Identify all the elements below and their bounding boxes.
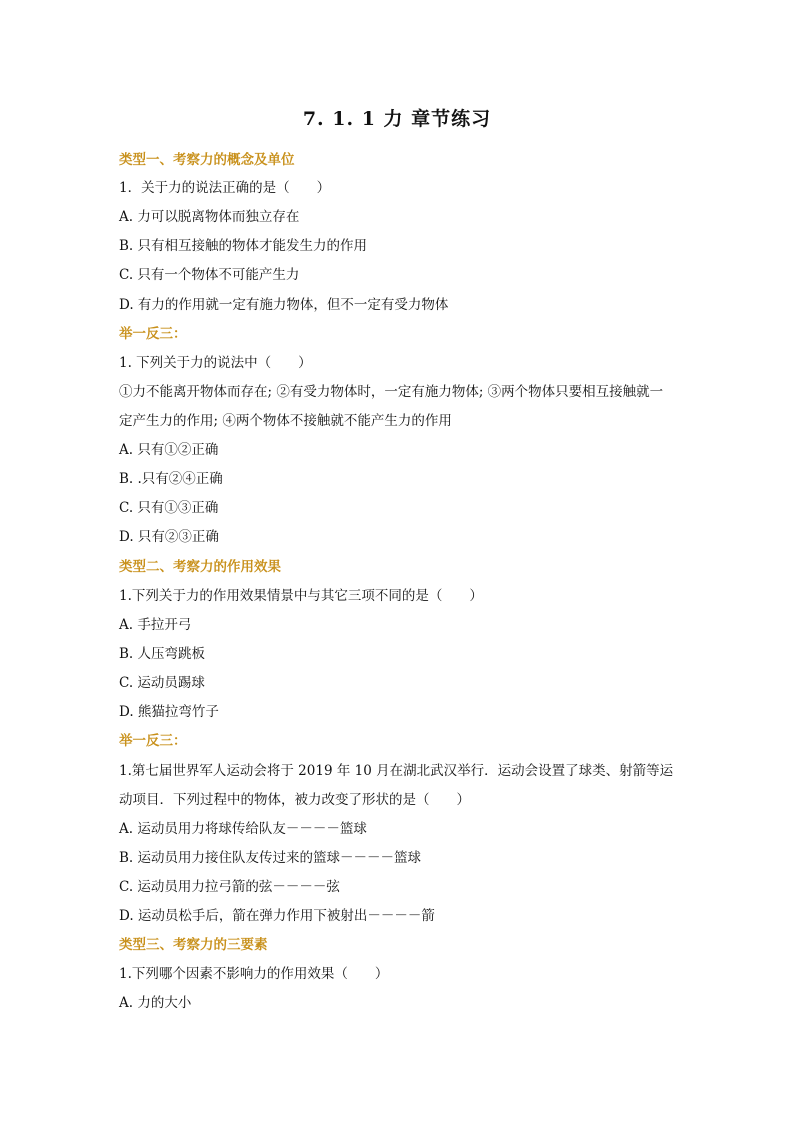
option-a: A. 运动员用力将球传给队友－－－－篮球 (119, 821, 367, 837)
option-d: D. 熊猫拉弯竹子 (119, 704, 219, 720)
question-4: 1.第七届世界军人运动会将于 2019 年 10 月在湖北武汉举行．运动会设置了球类、射箭等运 (119, 763, 674, 779)
option-d: D. 有力的作用就一定有施力物体，但不一定有受力物体 (119, 297, 449, 313)
page-title: 7. 1. 1 力 章节练习 (302, 108, 492, 130)
question-2: 1. 下列关于力的说法中（ ） (119, 355, 312, 371)
option-c: C. 只有①③正确 (119, 500, 219, 516)
option-c: C. 只有一个物体不可能产生力 (119, 267, 300, 283)
option-a: A. 力可以脱离物体而独立存在 (119, 209, 300, 225)
option-a: A. 只有①②正确 (119, 442, 219, 458)
option-c: C. 运动员用力拉弓箭的弦－－－－弦 (119, 879, 340, 895)
question-5: 1.下列哪个因素不影响力的作用效果（ ） (119, 966, 389, 982)
section-heading-3: 类型三、考察力的三要素 (119, 937, 268, 953)
section-heading-2: 类型二、考察力的作用效果 (119, 559, 281, 575)
option-a: A. 力的大小 (119, 995, 192, 1011)
option-b: B. .只有②④正确 (119, 471, 223, 487)
section-heading-1: 类型一、考察力的概念及单位 (119, 152, 295, 168)
option-d: D. 只有②③正确 (119, 529, 219, 545)
option-b: B. 人压弯跳板 (119, 646, 206, 662)
option-b: B. 只有相互接触的物体才能发生力的作用 (119, 238, 368, 254)
question-1: 1．关于力的说法正确的是（ ） (119, 180, 331, 196)
question-3: 1.下列关于力的作用效果情景中与其它三项不同的是（ ） (119, 588, 483, 604)
question-2-statements: ①力不能离开物体而存在; ②有受力物体时，一定有施力物体; ③两个物体只要相互接触就一 (119, 384, 664, 400)
question-2-statements-cont: 定产生力的作用; ④两个物体不接触就不能产生力的作用 (119, 413, 452, 429)
option-a: A. 手拉开弓 (119, 617, 192, 633)
option-b: B. 运动员用力接住队友传过来的篮球－－－－篮球 (119, 850, 422, 866)
option-c: C. 运动员踢球 (119, 675, 205, 691)
practice-heading-2: 举一反三： (119, 733, 187, 749)
question-4-cont: 动项目．下列过程中的物体，被力改变了形状的是（ ） (119, 792, 470, 808)
practice-heading-1: 举一反三： (119, 326, 187, 342)
option-d: D. 运动员松手后，箭在弹力作用下被射出－－－－箭 (119, 908, 435, 924)
